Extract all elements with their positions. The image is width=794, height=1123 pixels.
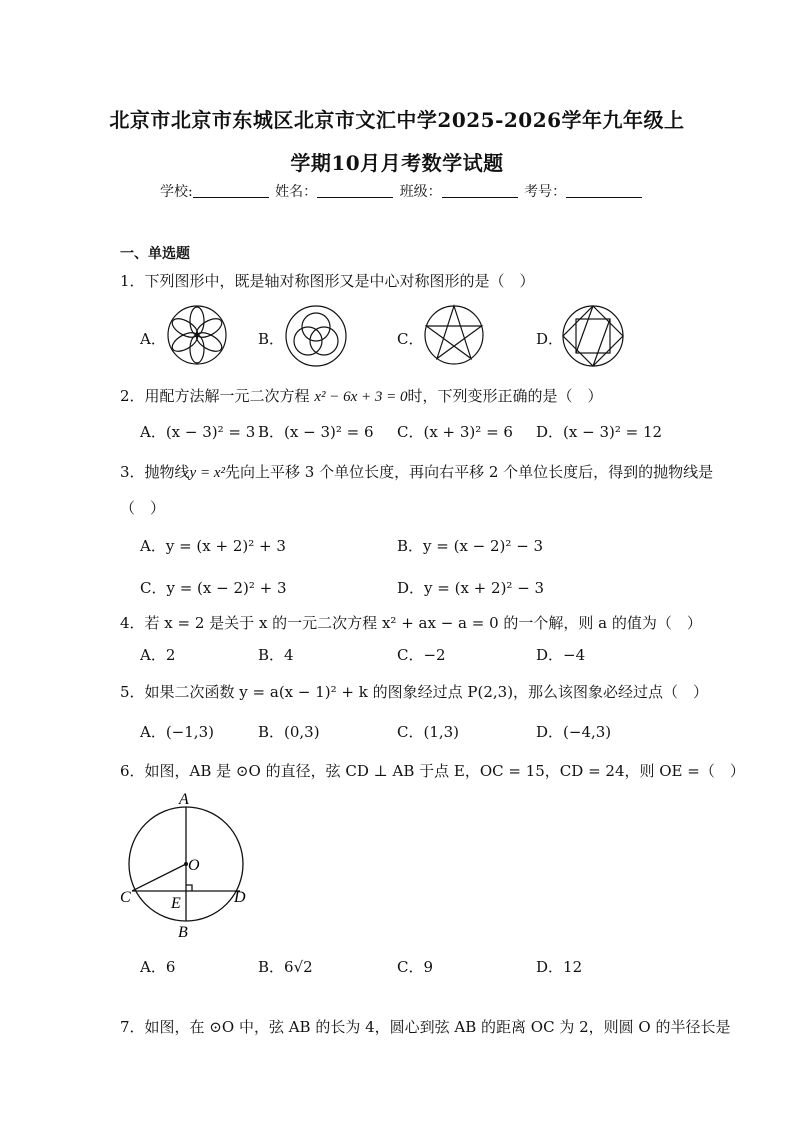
q6-label-d: D [234,889,246,906]
q2-option-d: D．(x − 3)² = 12 [536,423,663,441]
q1-option-b-label: B． [258,330,285,348]
q4-option-c: C．−2 [397,646,446,664]
question-5-stem: 5．如果二次函数 y = a(x − 1)² + k 的图象经过点 P(2,3)，那么该图象必经过点（ ） [120,683,709,701]
q6-label-a: A [179,791,189,808]
q4-option-d: D．−4 [536,646,586,664]
q5-option-c: C．(1,3) [397,723,460,741]
q2-option-a: A．(x − 3)² = 3 [140,423,256,441]
q5-option-b: B．(0,3) [258,723,320,741]
q3-option-d: D．y = (x + 2)² − 3 [397,579,545,597]
q1-figure-c [422,303,486,367]
question-4-stem: 4．若 x = 2 是关于 x 的一元二次方程 x² + ax − a = 0 的一个解，则 a 的值为（ ） [120,614,702,632]
question-2-stem: 2．用配方法解一元二次方程 x² − 6x + 3 = 0时，下列变形正确的是（ ） [120,387,603,405]
q1-figure-b [283,303,349,369]
exam-number-blank[interactable] [566,183,642,198]
q2-equation: x² − 6x + 3 = 0 [314,389,408,405]
student-info-row [160,181,644,201]
q6-label-c: C [120,889,131,906]
q1-figure-d [560,303,626,369]
q6-circle-figure [115,788,260,943]
q4-option-a: A．2 [140,646,176,664]
q2-option-b: B．(x − 3)² = 6 [258,423,374,441]
question-3-stem-cont: （ ） [120,499,166,517]
page-title-line1: 北京市北京市东城区北京市文汇中学2025-2026学年九年级上 [109,108,685,132]
section-title: 一、单选题 [120,246,190,262]
q5-option-a: A．(−1,3) [140,723,214,741]
school-blank[interactable] [193,183,269,198]
page-title-line2: 学期10月月考数学试题 [290,151,504,175]
q6-option-b: B．6√2 [258,958,313,976]
school-label: 学校: [160,184,193,200]
name-label: 姓名： [275,184,318,200]
q1-option-a-label: A． [140,330,166,348]
q6-option-a: A．6 [140,958,176,976]
q3-option-c: C．y = (x − 2)² + 3 [140,579,287,597]
q6-option-c: C．9 [397,958,434,976]
question-7-stem: 7．如图，在 ⊙O 中，弦 AB 的长为 4，圆心到弦 AB 的距离 OC 为 2，则圆 O 的半径长是 [120,1018,731,1036]
q3-option-a: A．y = (x + 2)² + 3 [140,537,286,555]
q2-option-c: C．(x + 3)² = 6 [397,423,513,441]
name-blank[interactable] [317,183,393,198]
question-6-stem: 6．如图，AB 是 ⊙O 的直径，弦 CD ⊥ AB 于点 E，OC = 15，CD = 24，则 OE =（ ） [120,762,745,780]
q6-label-e: E [171,895,181,912]
class-blank[interactable] [442,183,518,198]
q6-label-o: O [188,857,200,874]
q6-option-d: D．12 [536,958,583,976]
question-1-stem: 1．下列图形中，既是轴对称图形又是中心对称图形的是（ ） [120,272,535,290]
q3-equation: y = x² [189,465,225,481]
class-label: 班级： [399,184,442,200]
exam-number-label: 考号： [524,184,567,200]
q1-figure-a [165,303,229,367]
question-3-stem: 3．抛物线y = x²先向上平移 3 个单位长度，再向右平移 2 个单位长度后，得到的抛物线是 [120,463,714,481]
q3-option-b: B．y = (x − 2)² − 3 [397,537,544,555]
q4-option-b: B．4 [258,646,294,664]
q5-option-d: D．(−4,3) [536,723,612,741]
q1-option-d-label: D． [536,330,564,348]
q1-option-c-label: C． [397,330,424,348]
q6-label-b: B [178,924,188,941]
